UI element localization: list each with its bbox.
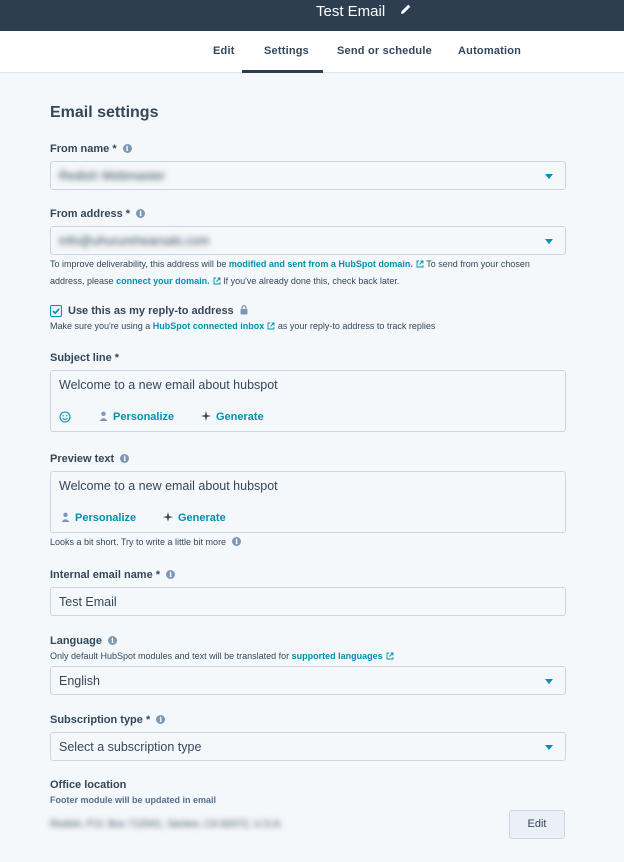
language-label-text: Language: [50, 635, 102, 647]
chevron-down-icon: [545, 745, 553, 750]
from-name-label: [50, 143, 132, 155]
preview-text-label: [50, 453, 129, 465]
page-title: Email settings: [50, 104, 159, 121]
subject-line-input[interactable]: [50, 370, 566, 432]
pencil-icon[interactable]: [400, 2, 414, 16]
language-select[interactable]: [50, 666, 566, 695]
info-icon[interactable]: i: [166, 570, 175, 579]
generate-label: Generate: [216, 411, 264, 423]
info-icon[interactable]: i: [156, 715, 165, 724]
personalize-button[interactable]: [61, 512, 136, 524]
reply-to-checkbox[interactable]: [50, 305, 62, 317]
subscription-type-label: [50, 714, 165, 726]
internal-name-label-text: Internal email name *: [50, 569, 161, 581]
tab-automation[interactable]: Automation: [458, 45, 522, 57]
info-icon[interactable]: i: [120, 454, 129, 463]
help-text: as your reply-to address to track replies: [277, 321, 436, 331]
from-address-label: [50, 208, 145, 220]
lock-icon: [240, 305, 248, 315]
email-title[interactable]: Test Email: [316, 3, 386, 20]
help-text: To improve deliverability, this address will be: [50, 259, 227, 269]
personalize-label: Personalize: [113, 411, 175, 423]
help-text: Only default HubSpot modules and text will be translated for: [50, 651, 290, 661]
sparkle-icon: [201, 411, 211, 421]
hint-text: Looks a bit short. Try to write a little bit more: [50, 537, 227, 547]
top-bar: [0, 0, 624, 31]
sparkle-icon: [163, 512, 173, 522]
subscription-type-label-text: Subscription type *: [50, 714, 151, 726]
checkmark-icon: [51, 306, 61, 316]
reply-to-help: [50, 318, 435, 335]
person-icon: [99, 411, 108, 421]
subscription-type-select[interactable]: [50, 732, 566, 761]
language-value: English: [59, 674, 100, 688]
from-name-label-text: From name *: [50, 143, 117, 155]
from-address-help: [50, 256, 570, 290]
modified-domain-link[interactable]: modified and sent from a HubSpot domain.: [228, 259, 413, 269]
language-label: [50, 635, 117, 647]
office-location-value: Redish, P.O. Box 712041, Santee, CA 92072, U.S.A.: [50, 819, 283, 830]
generate-button[interactable]: [201, 411, 264, 423]
internal-name-label: [50, 569, 175, 581]
personalize-label: Personalize: [75, 512, 137, 524]
smiley-icon: [59, 411, 71, 423]
tab-bar: [0, 31, 624, 73]
tab-edit[interactable]: Edit: [213, 45, 235, 57]
from-address-label-text: From address *: [50, 208, 131, 220]
subject-line-value: Welcome to a new email about hubspot: [59, 378, 278, 392]
info-icon[interactable]: i: [123, 144, 132, 153]
external-link-icon: [386, 652, 394, 660]
chevron-down-icon: [545, 239, 553, 244]
chevron-down-icon: [545, 679, 553, 684]
office-location-help: Footer module will be updated in email: [50, 795, 217, 805]
internal-name-input[interactable]: [50, 587, 566, 616]
connect-domain-link[interactable]: connect your domain.: [116, 276, 210, 286]
info-icon[interactable]: i: [232, 537, 241, 546]
preview-text-hint: [50, 534, 241, 551]
external-link-icon: [267, 322, 275, 330]
tab-settings[interactable]: Settings: [264, 45, 309, 57]
external-link-icon: [416, 260, 424, 268]
emoji-button[interactable]: [59, 411, 76, 425]
internal-name-value: Test Email: [59, 595, 117, 609]
preview-text-value: Welcome to a new email about hubspot: [59, 479, 278, 493]
personalize-button[interactable]: [99, 411, 174, 423]
office-location-label: Office location: [50, 779, 127, 791]
person-icon: [61, 512, 70, 522]
help-text: Make sure you're using a: [50, 321, 151, 331]
from-name-select[interactable]: [50, 161, 566, 190]
generate-button[interactable]: [163, 512, 226, 524]
generate-label: Generate: [178, 512, 226, 524]
from-address-value: info@uhururehearsals.com: [59, 234, 210, 248]
supported-languages-link[interactable]: supported languages: [291, 651, 383, 661]
subscription-type-placeholder: Select a subscription type: [59, 740, 202, 754]
help-text: To send from your chosen: [426, 259, 530, 269]
connected-inbox-link[interactable]: HubSpot connected inbox: [152, 321, 265, 331]
external-link-icon: [213, 277, 221, 285]
reply-to-label[interactable]: [68, 305, 248, 317]
preview-text-label-text: Preview text: [50, 453, 115, 465]
chevron-down-icon: [545, 174, 553, 179]
from-address-select[interactable]: [50, 226, 566, 255]
reply-to-label-text: Use this as my reply-to address: [68, 305, 234, 317]
info-icon[interactable]: i: [136, 209, 145, 218]
subject-line-label: Subject line *: [50, 352, 120, 364]
language-help: [50, 648, 394, 665]
from-name-value: Redish Webmaster: [59, 169, 166, 183]
tab-send-or-schedule[interactable]: Send or schedule: [337, 45, 432, 57]
help-text: If you've already done this, check back later.: [223, 276, 400, 286]
help-text: address, please: [50, 276, 114, 286]
preview-text-input[interactable]: [50, 471, 566, 533]
info-icon[interactable]: i: [108, 636, 117, 645]
edit-office-button[interactable]: Edit: [509, 810, 565, 839]
